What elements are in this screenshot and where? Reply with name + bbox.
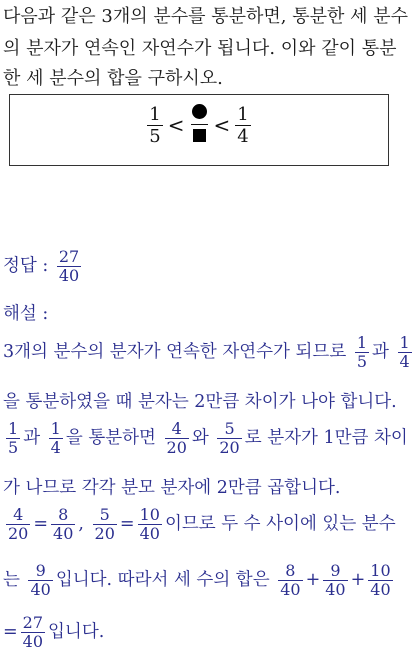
denominator: 4 [237,125,249,147]
text: 로 분자가 1만큼 차이 [244,428,408,448]
denominator: 5 [8,438,19,457]
numerator: 1 [149,103,161,125]
denominator: 5 [149,125,161,147]
fraction [28,562,52,599]
denominator: 4 [399,352,410,371]
denominator [191,124,208,147]
fraction-right [235,104,250,147]
plus-sign: + [350,570,366,590]
denominator: 20 [166,438,187,457]
problem-line-3: 한 세 분수의 합을 구하시오. [3,68,223,89]
numerator: 1 [356,333,368,352]
problem-line-1: 다음과 같은 3개의 분수를 통분하면, 통분한 세 분수 [3,6,408,27]
fraction [138,506,162,543]
answer-label: 정답 : [3,256,49,276]
explanation-line-7 [3,614,104,651]
circle-icon [192,104,207,119]
equals-sign: = [33,514,49,534]
fraction [355,334,369,371]
numerator: 27 [22,613,44,632]
numerator: 10 [370,561,391,580]
numerator: 1 [50,419,61,438]
explanation-line-5 [3,506,396,543]
less-than-sign: < [167,113,185,137]
fraction [323,562,347,599]
numerator: 1 [8,419,19,438]
numerator: 9 [330,561,341,580]
text: 을 통분하면 [65,428,156,448]
less-than-sign: < [213,113,231,137]
fraction [6,420,20,457]
explanation-line-1 [3,334,415,371]
fraction [6,506,30,543]
problem-line-2: 의 분자가 연속인 자연수가 됩니다. 이와 같이 통분 [3,38,397,59]
fraction [165,420,189,457]
denominator: 40 [53,524,74,543]
explanation-line-6 [3,562,396,599]
numerator: 1 [237,103,249,125]
numerator: 8 [285,561,296,580]
text: 입니다. [48,622,105,642]
numerator: 9 [35,561,46,580]
numerator: 5 [99,505,110,524]
inequality-box [9,94,389,166]
plus-sign: + [305,570,321,590]
denominator: 5 [356,352,368,371]
numerator: 27 [58,247,80,266]
fraction [51,506,75,543]
explanation-label: 해설 : [3,304,49,324]
answer-fraction [57,248,81,285]
fraction [278,562,302,599]
text: 과 [372,342,389,362]
text: 과 [23,428,41,448]
text: 이므로 두 수 사이에 있는 분수 [164,514,396,534]
denominator: 20 [219,438,240,457]
fraction-left [147,104,162,147]
numerator: 8 [58,505,69,524]
numerator: 4 [171,419,182,438]
text: 는 [3,570,20,590]
comma: , [78,514,84,534]
square-icon [193,129,206,142]
denominator: 40 [325,580,346,599]
denominator: 20 [94,524,115,543]
fraction [21,614,45,651]
explanation-line-2: 을 통분하였을 때 분자는 2만큼 차이가 나야 합니다. [3,392,397,412]
denominator: 4 [50,438,61,457]
answer-line [3,248,84,285]
denominator: 40 [22,632,44,651]
denominator: 40 [280,580,301,599]
numerator [190,103,209,124]
text: 와 [191,428,209,448]
fraction [398,334,412,371]
explanation-line-3 [3,420,408,457]
fraction [368,562,392,599]
fraction-unknown [190,103,209,147]
denominator: 40 [370,580,391,599]
denominator: 40 [30,580,51,599]
denominator: 40 [58,266,80,285]
denominator: 40 [139,524,160,543]
numerator: 10 [139,505,160,524]
explanation-line-4: 가 나므로 각각 분모 분자에 2만큼 곱합니다. [3,478,341,498]
equals-sign: = [3,622,18,642]
fraction [49,420,63,457]
numerator: 5 [224,419,235,438]
text: 입니다. 따라서 세 수의 합은 [55,570,270,590]
text: 3개의 분수의 분자가 연속한 자연수가 되므로 [3,342,347,362]
equals-sign: = [119,514,135,534]
numerator: 1 [399,333,410,352]
denominator: 20 [8,524,29,543]
inequality [10,103,388,147]
fraction [217,420,241,457]
numerator: 4 [13,505,24,524]
fraction [93,506,117,543]
